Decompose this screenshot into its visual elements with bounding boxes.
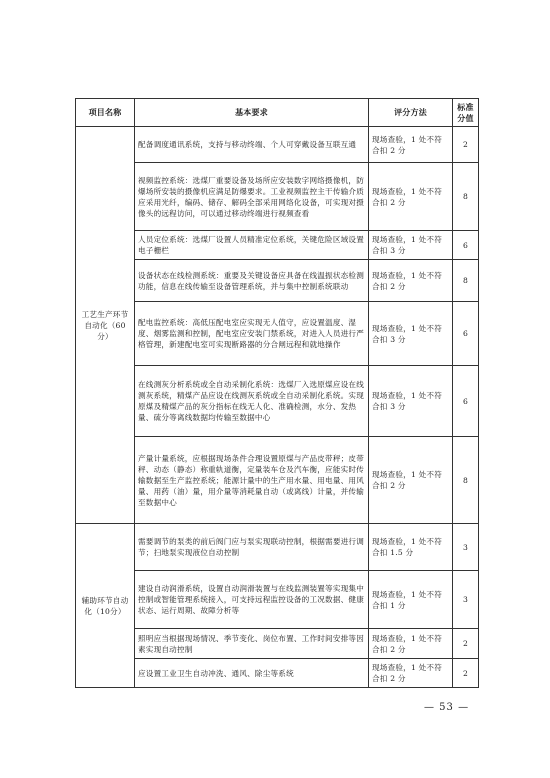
table-header-row [76, 99, 479, 127]
method-cell: 现场查验，1 处不符合扣 2 分 [369, 437, 453, 524]
requirement-cell: 需要调节的泵类的前后阀门应与泵实现联动控制，根据需要进行调节；扫地泵实现液位自动控制 [135, 524, 369, 571]
method-cell: 现场查验，1 处不符合扣 2 分 [369, 163, 453, 231]
score-cell: 8 [453, 163, 479, 231]
requirement-cell: 配备调度通讯系统，支持与移动终端、个人可穿戴设备互联互通 [135, 127, 369, 163]
score-cell: 6 [453, 366, 479, 437]
table-row [76, 260, 479, 302]
requirement-cell: 视频监控系统：选煤厂重要设备及场所应安装数字网络摄像机，防爆场所安装的摄像机应满足防爆要求。工业视频监控主干传输介质应采用光纤，编码、储存、解码全部采用网络化设备，可实现对摄像头的远程访问，可以通过移动终端进行视频查看 [135, 163, 369, 231]
score-cell: 8 [453, 260, 479, 302]
requirement-cell: 应设置工业卫生自动冲洗、通风、除尘等系统 [135, 659, 369, 688]
score-cell: 2 [453, 659, 479, 688]
method-cell: 现场查验，1 处不符合扣 3 分 [369, 366, 453, 437]
table-row [76, 629, 479, 659]
method-cell: 现场查验，1 处不符合扣 1 分 [369, 571, 453, 629]
table-row [76, 659, 479, 688]
table-row [76, 127, 479, 163]
requirement-cell: 人员定位系统：选煤厂设置人员精准定位系统，关键危险区域设置电子栅栏 [135, 231, 369, 260]
score-cell: 2 [453, 127, 479, 163]
category-process-automation: 工艺生产环节自动化（60分） [76, 127, 135, 524]
score-cell: 6 [453, 302, 479, 366]
requirement-cell: 照明应当根据现场情况、季节变化、岗位布置、工作时间安排等因素实现自动控制 [135, 629, 369, 659]
table-row [76, 231, 479, 260]
method-cell: 现场查验，1 处不符合扣 2 分 [369, 127, 453, 163]
header-basic-requirements: 基本要求 [135, 99, 369, 127]
table-row [76, 366, 479, 437]
method-cell: 现场查验，1 处不符合扣 2 分 [369, 629, 453, 659]
method-cell: 现场查验，1 处不符合扣 2 分 [369, 659, 453, 688]
header-standard-score: 标准分值 [453, 99, 479, 127]
requirement-cell: 在线测灰分析系统或全自动采制化系统：选煤厂入选原煤应设在线测灰系统，精煤产品应设在线测灰系统或全自动采制化系统。实现原煤及精煤产品的灰分指标在线无人化、准确检测，水分、发热量、硫分等离线数据均传输至数据中心 [135, 366, 369, 437]
requirement-cell: 配电监控系统：高低压配电室应实现无人值守，应设置温度、湿度、烟雾监测和控制，配电室应安装门禁系统，对进入人员进行严格管理，新建配电室可实现断路器的分合闸远程和就地操作 [135, 302, 369, 366]
method-cell: 现场查验，1 处不符合扣 2 分 [369, 260, 453, 302]
table-row [76, 437, 479, 524]
method-cell: 现场查验，1 处不符合扣 3 分 [369, 302, 453, 366]
score-cell: 3 [453, 524, 479, 571]
page-number: — 53 — [424, 702, 470, 713]
score-cell: 3 [453, 571, 479, 629]
header-scoring-method: 评分方法 [369, 99, 453, 127]
table-row [76, 571, 479, 629]
table-row [76, 302, 479, 366]
method-cell: 现场查验，1 处不符合扣 3 分 [369, 231, 453, 260]
requirement-cell: 产量计量系统，应根据现场条件合理设置原煤与产品皮带秤；皮带秤、动态（静态）称重轨道衡，定量装车仓及汽车衡，应能实时传输数据至生产监控系统；能源计量中的生产用水量、用电量、用风量、用药（油）量，用介量等消耗量自动（或离线）计量，并传输至数据中心 [135, 437, 369, 524]
requirement-cell: 建设自动润滑系统，设置自动润滑装置与在线监测装置等实现集中控制或智能管理系统接入，可支持远程监控设备的工况数据、健康状态、运行周期、故障分析等 [135, 571, 369, 629]
header-item-name: 项目名称 [76, 99, 135, 127]
requirement-cell: 设备状态在线检测系统：重要及关键设备应具备在线温振状态检测功能，信息在线传输至设备管理系统，并与集中控制系统联动 [135, 260, 369, 302]
category-auxiliary-automation: 辅助环节自动化（10分） [76, 524, 135, 688]
score-cell: 2 [453, 629, 479, 659]
evaluation-standard-table [75, 98, 479, 688]
score-cell: 8 [453, 437, 479, 524]
table-row [76, 524, 479, 571]
score-cell: 6 [453, 231, 479, 260]
method-cell: 现场查验，1 处不符合扣 1.5 分 [369, 524, 453, 571]
table-row [76, 163, 479, 231]
